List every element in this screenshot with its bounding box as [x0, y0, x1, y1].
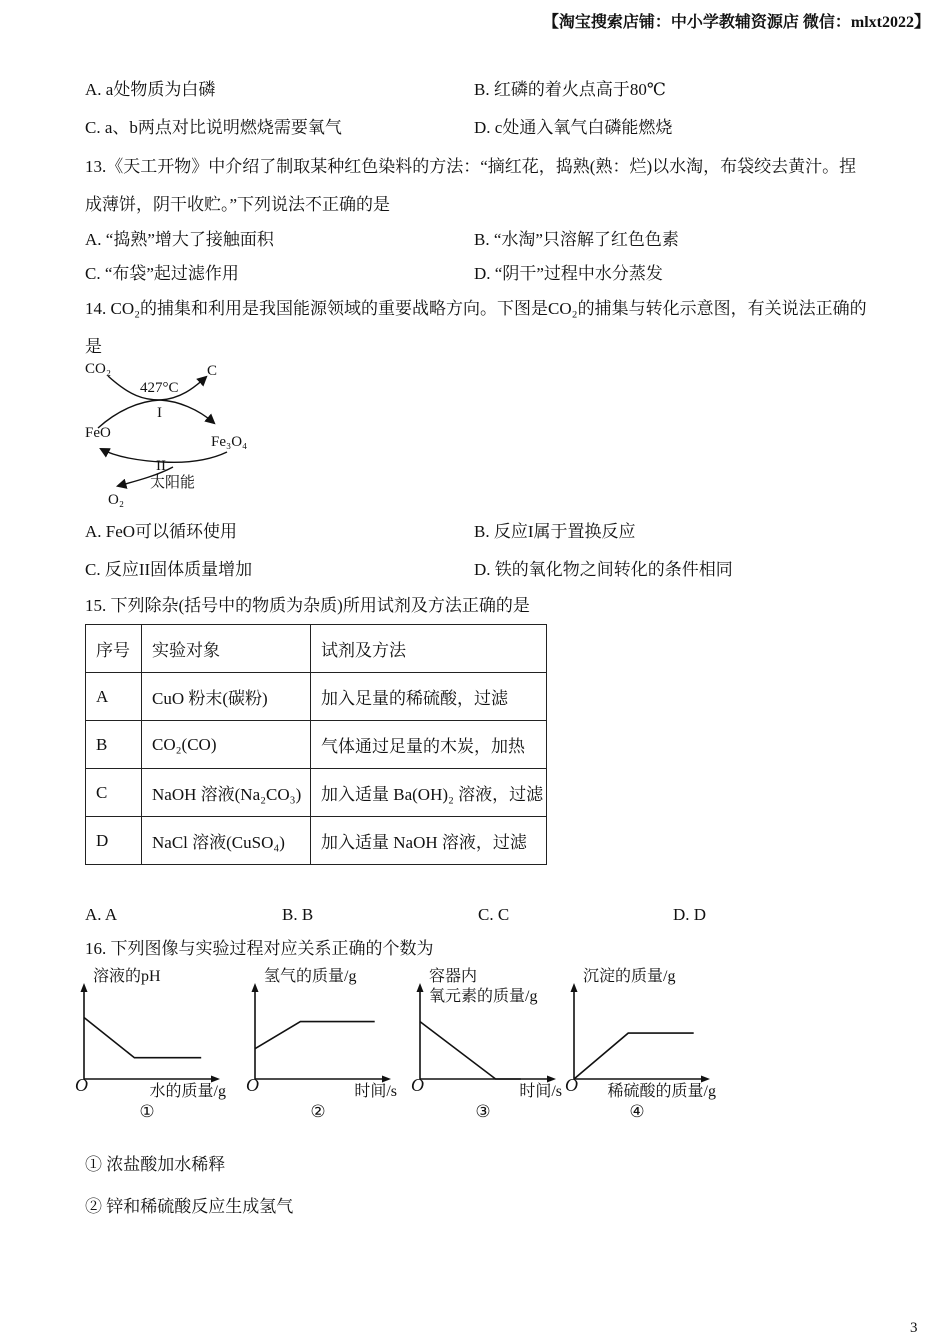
- line-plot: [72, 983, 222, 1083]
- label-o2: O₂: [108, 492, 125, 508]
- cell-subject: CuO 粉末(碳粉): [142, 673, 311, 721]
- chart-index: ④: [629, 1102, 645, 1121]
- q14-text-line2: 是: [85, 337, 102, 356]
- chart-x-label: 时间/s: [354, 1083, 397, 1100]
- q12-option-a: A. a处物质为白磷: [85, 80, 216, 99]
- chart-y-label: 溶液的pH: [93, 968, 161, 985]
- label-reaction-2: II: [156, 458, 166, 474]
- cell-subject: NaOH 溶液(Na₂CO₃): [142, 769, 311, 817]
- header-cell: 实验对象: [142, 625, 311, 673]
- chart-index: ②: [310, 1102, 326, 1121]
- line-plot: [562, 983, 712, 1083]
- q16-chart-3: [408, 963, 578, 1133]
- cell-method: 加入适量 NaOH 溶液，过滤: [311, 817, 547, 865]
- chart-x-label: 时间/s: [519, 1083, 562, 1100]
- q13-text-line1: 13.《天工开物》中介绍了制取某种红色染料的方法：“摘红花，捣熟(熟：烂)以水淘，布袋绞去黄汁。捏: [85, 157, 857, 176]
- table-row: [86, 721, 547, 769]
- q14-text-line1: 14. CO₂的捕集和利用是我国能源领域的重要战略方向。下图是CO₂的捕集与转化示意图，有关说法正确的: [85, 299, 867, 318]
- q16-chart-4: [562, 963, 732, 1133]
- q15-option-d: D. D: [673, 905, 707, 924]
- q14-option-b: B. 反应I属于置换反应: [474, 522, 636, 541]
- q15-option-b: B. B: [282, 905, 314, 924]
- q16-chart-2: [243, 963, 413, 1133]
- q12-option-c: C. a、b两点对比说明燃烧需要氧气: [85, 118, 342, 137]
- origin-label: O: [411, 1075, 424, 1095]
- label-reaction-1: I: [157, 405, 162, 421]
- cell-number: C: [86, 769, 142, 817]
- cell-method: 气体通过足量的木炭，加热: [311, 721, 547, 769]
- cell-method: 加入适量 Ba(OH)₂ 溶液，过滤: [311, 769, 547, 817]
- origin-label: O: [246, 1075, 259, 1095]
- q13-option-b: B. “水淘”只溶解了红色色素: [474, 230, 679, 249]
- q16-statement-2: ② 锌和稀硫酸反应生成氢气: [85, 1197, 294, 1216]
- q13-text-line2: 成薄饼，阴干收贮。”下列说法不正确的是: [85, 195, 391, 214]
- origin-label: O: [565, 1075, 578, 1095]
- header-cell: 试剂及方法: [311, 625, 547, 673]
- chart-x-label: 稀硫酸的质量/g: [607, 1083, 716, 1100]
- table-row: [86, 673, 547, 721]
- cell-method: 加入足量的稀硫酸，过滤: [311, 673, 547, 721]
- q13-option-a: A. “捣熟”增大了接触面积: [85, 230, 274, 249]
- chart-index: ③: [475, 1102, 491, 1121]
- q13-option-c: C. “布袋”起过滤作用: [85, 264, 239, 283]
- label-co2: CO₂: [85, 361, 112, 377]
- cell-number: A: [86, 673, 142, 721]
- q15-purification-table: [85, 624, 547, 865]
- store-banner: 【淘宝搜索店铺：中小学教辅资源店 微信：mlxt2022】: [542, 14, 930, 31]
- q14-option-d: D. 铁的氧化物之间转化的条件相同: [474, 560, 733, 579]
- q16-chart-1: [72, 963, 242, 1133]
- q14-option-a: A. FeO可以循环使用: [85, 522, 238, 541]
- line-plot: [243, 983, 393, 1083]
- q15-option-c: C. C: [478, 905, 510, 924]
- label-feo: FeO: [85, 425, 111, 441]
- q16-text: 16. 下列图像与实验过程对应关系正确的个数为: [85, 939, 434, 958]
- chart-y-label: 容器内: [429, 968, 478, 985]
- q15-option-a: A. A: [85, 905, 118, 924]
- table-row: [86, 769, 547, 817]
- header-cell: 序号: [86, 625, 142, 673]
- label-fe3o4: Fe₃O₄: [211, 434, 248, 450]
- table-header-row: [86, 625, 547, 673]
- table-row: [86, 817, 547, 865]
- label-temperature: 427°C: [140, 380, 179, 396]
- cell-subject: CO₂(CO): [142, 721, 311, 769]
- chart-index: ①: [139, 1102, 155, 1121]
- cell-number: D: [86, 817, 142, 865]
- co2-conversion-cycle-diagram: [78, 357, 268, 512]
- chart-y-label: 沉淀的质量/g: [583, 968, 676, 985]
- q14-option-c: C. 反应II固体质量增加: [85, 560, 253, 579]
- origin-label: O: [75, 1075, 88, 1095]
- q13-option-d: D. “阴干”过程中水分蒸发: [474, 264, 663, 283]
- chart-y-label-line2: 氧元素的质量/g: [429, 988, 538, 1005]
- q15-text: 15. 下列除杂(括号中的物质为杂质)所用试剂及方法正确的是: [85, 596, 530, 615]
- q16-statement-1: ① 浓盐酸加水稀释: [85, 1155, 226, 1174]
- label-solar-energy: 太阳能: [150, 475, 196, 491]
- page-number: 3: [910, 1320, 918, 1336]
- q12-option-b: B. 红磷的着火点高于80℃: [474, 80, 666, 99]
- q12-option-d: D. c处通入氧气白磷能燃烧: [474, 118, 673, 137]
- chart-x-label: 水的质量/g: [149, 1083, 226, 1100]
- cell-subject: NaCl 溶液(CuSO₄): [142, 817, 311, 865]
- line-plot: [408, 983, 558, 1083]
- label-carbon: C: [207, 363, 218, 379]
- cell-number: B: [86, 721, 142, 769]
- chart-y-label: 氢气的质量/g: [264, 968, 357, 985]
